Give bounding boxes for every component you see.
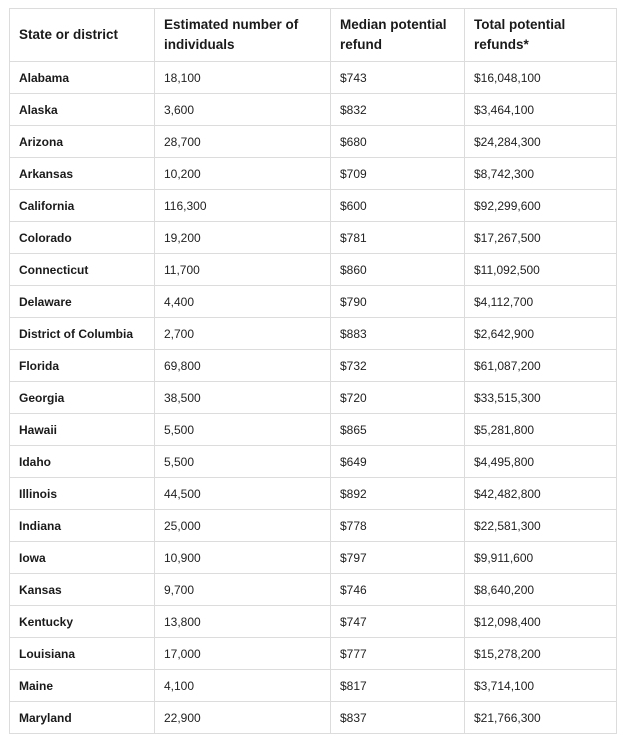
state-cell: Connecticut: [10, 254, 155, 286]
table-row: [10, 254, 617, 286]
median-refund-cell: $649: [331, 446, 465, 478]
state-cell: Hawaii: [10, 414, 155, 446]
median-refund-cell: $797: [331, 542, 465, 574]
table-row: [10, 126, 617, 158]
table-row: [10, 702, 617, 734]
state-cell: Louisiana: [10, 638, 155, 670]
individuals-cell: 5,500: [155, 414, 331, 446]
total-refunds-cell: $24,284,300: [465, 126, 617, 158]
total-refunds-cell: $16,048,100: [465, 62, 617, 94]
state-cell: Indiana: [10, 510, 155, 542]
total-refunds-cell: $4,112,700: [465, 286, 617, 318]
total-refunds-cell: $8,742,300: [465, 158, 617, 190]
individuals-cell: 13,800: [155, 606, 331, 638]
total-refunds-cell: $9,911,600: [465, 542, 617, 574]
total-refunds-cell: $17,267,500: [465, 222, 617, 254]
total-refunds-cell: $3,714,100: [465, 670, 617, 702]
state-cell: Alabama: [10, 62, 155, 94]
header-state: State or district: [10, 9, 155, 62]
total-refunds-cell: $12,098,400: [465, 606, 617, 638]
table-row: [10, 94, 617, 126]
individuals-cell: 4,400: [155, 286, 331, 318]
table-row: [10, 574, 617, 606]
table-row: [10, 606, 617, 638]
total-refunds-cell: $33,515,300: [465, 382, 617, 414]
individuals-cell: 69,800: [155, 350, 331, 382]
individuals-cell: 5,500: [155, 446, 331, 478]
state-cell: Iowa: [10, 542, 155, 574]
median-refund-cell: $892: [331, 478, 465, 510]
table-row: [10, 414, 617, 446]
total-refunds-cell: $11,092,500: [465, 254, 617, 286]
table-row: [10, 638, 617, 670]
table-row: [10, 446, 617, 478]
median-refund-cell: $746: [331, 574, 465, 606]
state-cell: Georgia: [10, 382, 155, 414]
total-refunds-cell: $3,464,100: [465, 94, 617, 126]
individuals-cell: 11,700: [155, 254, 331, 286]
header-individuals: Estimated number of individuals: [155, 9, 331, 62]
table-body: [10, 62, 617, 734]
median-refund-cell: $817: [331, 670, 465, 702]
state-cell: Colorado: [10, 222, 155, 254]
median-refund-cell: $781: [331, 222, 465, 254]
table-row: [10, 382, 617, 414]
individuals-cell: 2,700: [155, 318, 331, 350]
individuals-cell: 18,100: [155, 62, 331, 94]
individuals-cell: 10,900: [155, 542, 331, 574]
total-refunds-cell: $2,642,900: [465, 318, 617, 350]
individuals-cell: 19,200: [155, 222, 331, 254]
total-refunds-cell: $42,482,800: [465, 478, 617, 510]
table-row: [10, 510, 617, 542]
individuals-cell: 44,500: [155, 478, 331, 510]
table-row: [10, 350, 617, 382]
total-refunds-cell: $61,087,200: [465, 350, 617, 382]
state-cell: Alaska: [10, 94, 155, 126]
header-median-refund: Median potential refund: [331, 9, 465, 62]
state-cell: Kentucky: [10, 606, 155, 638]
individuals-cell: 4,100: [155, 670, 331, 702]
state-cell: Idaho: [10, 446, 155, 478]
total-refunds-cell: $15,278,200: [465, 638, 617, 670]
state-cell: Maine: [10, 670, 155, 702]
median-refund-cell: $720: [331, 382, 465, 414]
individuals-cell: 9,700: [155, 574, 331, 606]
median-refund-cell: $777: [331, 638, 465, 670]
individuals-cell: 10,200: [155, 158, 331, 190]
total-refunds-cell: $22,581,300: [465, 510, 617, 542]
state-cell: Florida: [10, 350, 155, 382]
table-row: [10, 318, 617, 350]
refund-table: [9, 8, 617, 734]
individuals-cell: 17,000: [155, 638, 331, 670]
table-row: [10, 478, 617, 510]
total-refunds-cell: $92,299,600: [465, 190, 617, 222]
median-refund-cell: $600: [331, 190, 465, 222]
table-row: [10, 62, 617, 94]
table-row: [10, 158, 617, 190]
median-refund-cell: $732: [331, 350, 465, 382]
table-row: [10, 190, 617, 222]
individuals-cell: 116,300: [155, 190, 331, 222]
table-row: [10, 542, 617, 574]
median-refund-cell: $743: [331, 62, 465, 94]
table-row: [10, 670, 617, 702]
total-refunds-cell: $21,766,300: [465, 702, 617, 734]
individuals-cell: 25,000: [155, 510, 331, 542]
table-row: [10, 286, 617, 318]
median-refund-cell: $747: [331, 606, 465, 638]
median-refund-cell: $709: [331, 158, 465, 190]
total-refunds-cell: $4,495,800: [465, 446, 617, 478]
state-cell: District of Columbia: [10, 318, 155, 350]
median-refund-cell: $680: [331, 126, 465, 158]
state-cell: Kansas: [10, 574, 155, 606]
state-cell: Maryland: [10, 702, 155, 734]
median-refund-cell: $860: [331, 254, 465, 286]
refund-table-container: [9, 8, 616, 734]
state-cell: Delaware: [10, 286, 155, 318]
state-cell: Arkansas: [10, 158, 155, 190]
median-refund-cell: $778: [331, 510, 465, 542]
table-header: [10, 9, 617, 62]
header-total-refunds: Total potential refunds*: [465, 9, 617, 62]
total-refunds-cell: $8,640,200: [465, 574, 617, 606]
state-cell: Illinois: [10, 478, 155, 510]
individuals-cell: 3,600: [155, 94, 331, 126]
state-cell: Arizona: [10, 126, 155, 158]
state-cell: California: [10, 190, 155, 222]
individuals-cell: 38,500: [155, 382, 331, 414]
median-refund-cell: $837: [331, 702, 465, 734]
median-refund-cell: $883: [331, 318, 465, 350]
median-refund-cell: $832: [331, 94, 465, 126]
header-row: [10, 9, 617, 62]
individuals-cell: 28,700: [155, 126, 331, 158]
median-refund-cell: $790: [331, 286, 465, 318]
median-refund-cell: $865: [331, 414, 465, 446]
table-row: [10, 222, 617, 254]
total-refunds-cell: $5,281,800: [465, 414, 617, 446]
individuals-cell: 22,900: [155, 702, 331, 734]
